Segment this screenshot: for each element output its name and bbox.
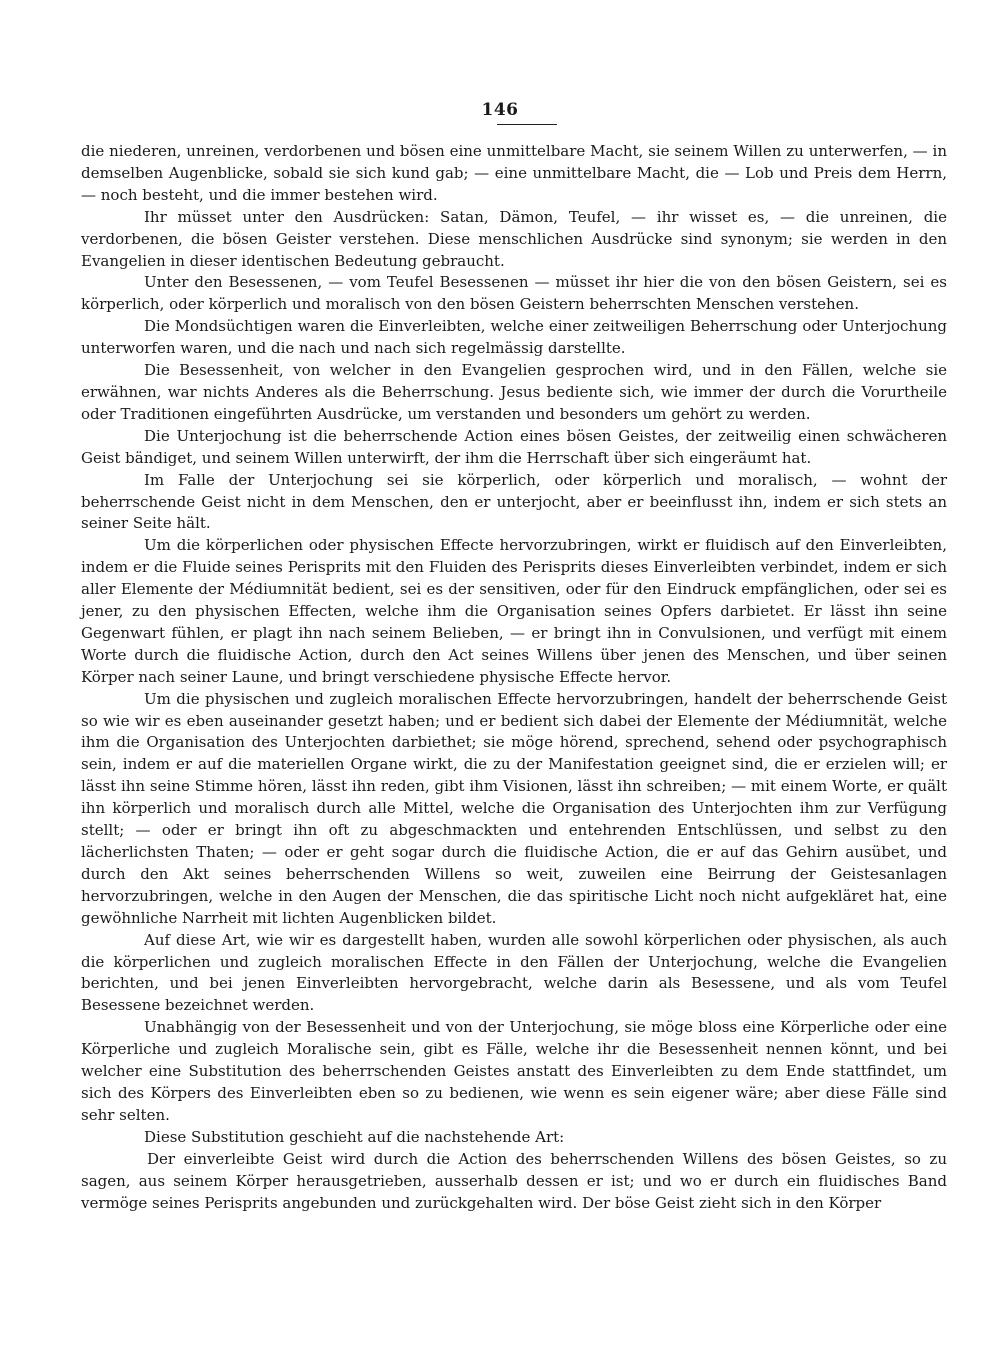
page-number-underline bbox=[497, 124, 557, 125]
body-text bbox=[81, 141, 947, 1214]
paragraph-4: Die Mondsüchtigen waren die Einverleibten, welche einer zeitweiligen Beherrschung oder Unterjochung unterworfen waren, und die nach und nach sich regelmässig darstellte. bbox=[81, 317, 947, 358]
paragraph-2: Ihr müsset unter den Ausdrücken: Satan, Dämon, Teufel, — ihr wisset es, — die unreinen, die verdorbenen, die bösen Geister verstehen. Diese menschlichen Ausdrücke sind synonym; sie werden in den Evangelien in dieser identischen Bedeutung gebraucht. bbox=[81, 207, 947, 270]
paragraph-3: Unter den Besessenen, — vom Teufel Besessenen — müsset ihr hier die von den bösen Geistern, sei es körperlich, oder körperlich und moralisch von den bösen Geistern beherrschten Menschen verstehen. bbox=[81, 273, 947, 314]
paragraph-1: die niederen, unreinen, verdorbenen und bösen eine unmittelbare Macht, sie seinem Willen zu unterwerfen, — in demselben Augenblicke, sobald sie sich kund gab; — eine unmittelbare Macht, die — Lob und Preis dem Herrn, — noch besteht, und die immer bestehen wird. bbox=[81, 142, 947, 204]
paragraph-11: Unabhängig von der Besessenheit und von der Unterjochung, sie möge bloss eine Körperliche oder eine Körperliche und zugleich Moralische sein, gibt es Fälle, welche ihr die Besessenheit nennen könnt, und bei welcher eine Substitution des beherrschenden Geistes anstatt des Einverleibten zu dem Ende stattfindet, um sich des Körpers des Einverleibten eben so zu bedienen, wie wenn es sein eigener wäre; aber diese Fälle sind sehr selten. bbox=[81, 1018, 947, 1124]
page-number: 146 bbox=[481, 100, 519, 120]
paragraph-13: Der einverleibte Geist wird durch die Action des beherrschenden Willens des bösen Geistes, so zu sagen, aus seinem Körper herausgetrieben, ausserhalb dessen er ist; und wo er durch ein fluidisches Band vermöge seines Perisprits angebunden und zurückgehalten wird. Der böse Geist zieht sich in den Körper bbox=[81, 1149, 947, 1212]
paragraph-6: Die Unterjochung ist die beherrschende Action eines bösen Geistes, der zeitweilig einen schwächeren Geist bändiget, und seinem Willen unterwirft, der ihm die Herrschaft über sich eingeräumt hat. bbox=[81, 426, 947, 467]
paragraph-10: Auf diese Art, wie wir es dargestellt haben, wurden alle sowohl körperlichen oder physischen, als auch die körperlichen und zugleich moralischen Effecte in den Fällen der Unterjochung, welche die Evangelien berichten, und bei jenen Einverleibten hervorgebracht, welche darin als Besessene, und als vom Teufel Besessene bezeichnet werden. bbox=[81, 930, 947, 1015]
paragraph-8: Um die körperlichen oder physischen Effecte hervorzubringen, wirkt er fluidisch auf den Einverleibten, indem er die Fluide seines Perisprits mit den Fluiden des Perisprits dieses Einverleibten verbindet, indem er sich aller Elemente der Médiumnität bedient, sei es der sensitiven, oder für den Eindruck empfänglichen, oder sei es jener, zu den physischen Effecten, welche ihm die Organisation seines Opfers darbietet. Er lässt ihn seine Gegenwart fühlen, er plagt ihn nach seinem Belieben, — er bringt ihn in Convulsionen, und verfügt mit einem Worte durch die fluidische Action, durch den Act seines Willens über jenen des Menschen, und über seinen Körper nach seiner Laune, und bringt verschiedene physische Effecte hervor. bbox=[81, 536, 947, 686]
paragraph-9: Um die physischen und zugleich moralischen Effecte hervorzubringen, handelt der beherrschende Geist so wie wir es eben auseinander gesetzt haben; und er bedient sich dabei der Elemente der Médiumnität, welche ihm die Organisation des Unterjochten darbiethet; sie möge hörend, sprechend, sehend oder psychographisch sein, indem er auf die materiellen Organe wirkt, die zu der Manifestation geeignet sind, die er erzielen will; er lässt ihn seine Stimme hören, lässt ihn reden, gibt ihm Visionen, lässt ihn schreiben; — mit einem Worte, er quält ihn körperlich und moralisch durch alle Mittel, welche die Organisation des Unterjochten ihm zur Verfügung stellt; — oder er bringt ihn oft zu abgeschmackten und entehrenden Entschlüssen, und selbst zu den lächerlichsten Thaten; — oder er geht sogar durch die fluidische Action, die er auf das Gehirn ausübet, und durch den Akt seines beherrschenden Willens so weit, zuweilen eine Beirrung der Geistesanlagen hervorzubringen, welche in den Augen der Menschen, die das spiritische Licht noch nicht aufgekläret hat, eine gewöhnliche Narrheit mit lichten Augenblicken bildet. bbox=[81, 689, 947, 927]
paragraph-12: Diese Substitution geschieht auf die nachstehende Art: bbox=[144, 1127, 565, 1146]
paragraph-5: Die Besessenheit, von welcher in den Evangelien gesprochen wird, und in den Fällen, welche sie erwähnen, war nichts Anderes als die Beherrschung. Jesus bediente sich, wie immer der durch die Vorurtheile oder Traditionen eingeführten Ausdrücke, um verstanden und besonders um gehört zu werden. bbox=[81, 361, 947, 423]
paragraph-7: Im Falle der Unterjochung sei sie körperlich, oder körperlich und moralisch, — wohnt der beherrschende Geist nicht in dem Menschen, den er unterjocht, aber er beeinflusst ihn, indem er sich stets an seiner Seite hält. bbox=[81, 470, 947, 533]
